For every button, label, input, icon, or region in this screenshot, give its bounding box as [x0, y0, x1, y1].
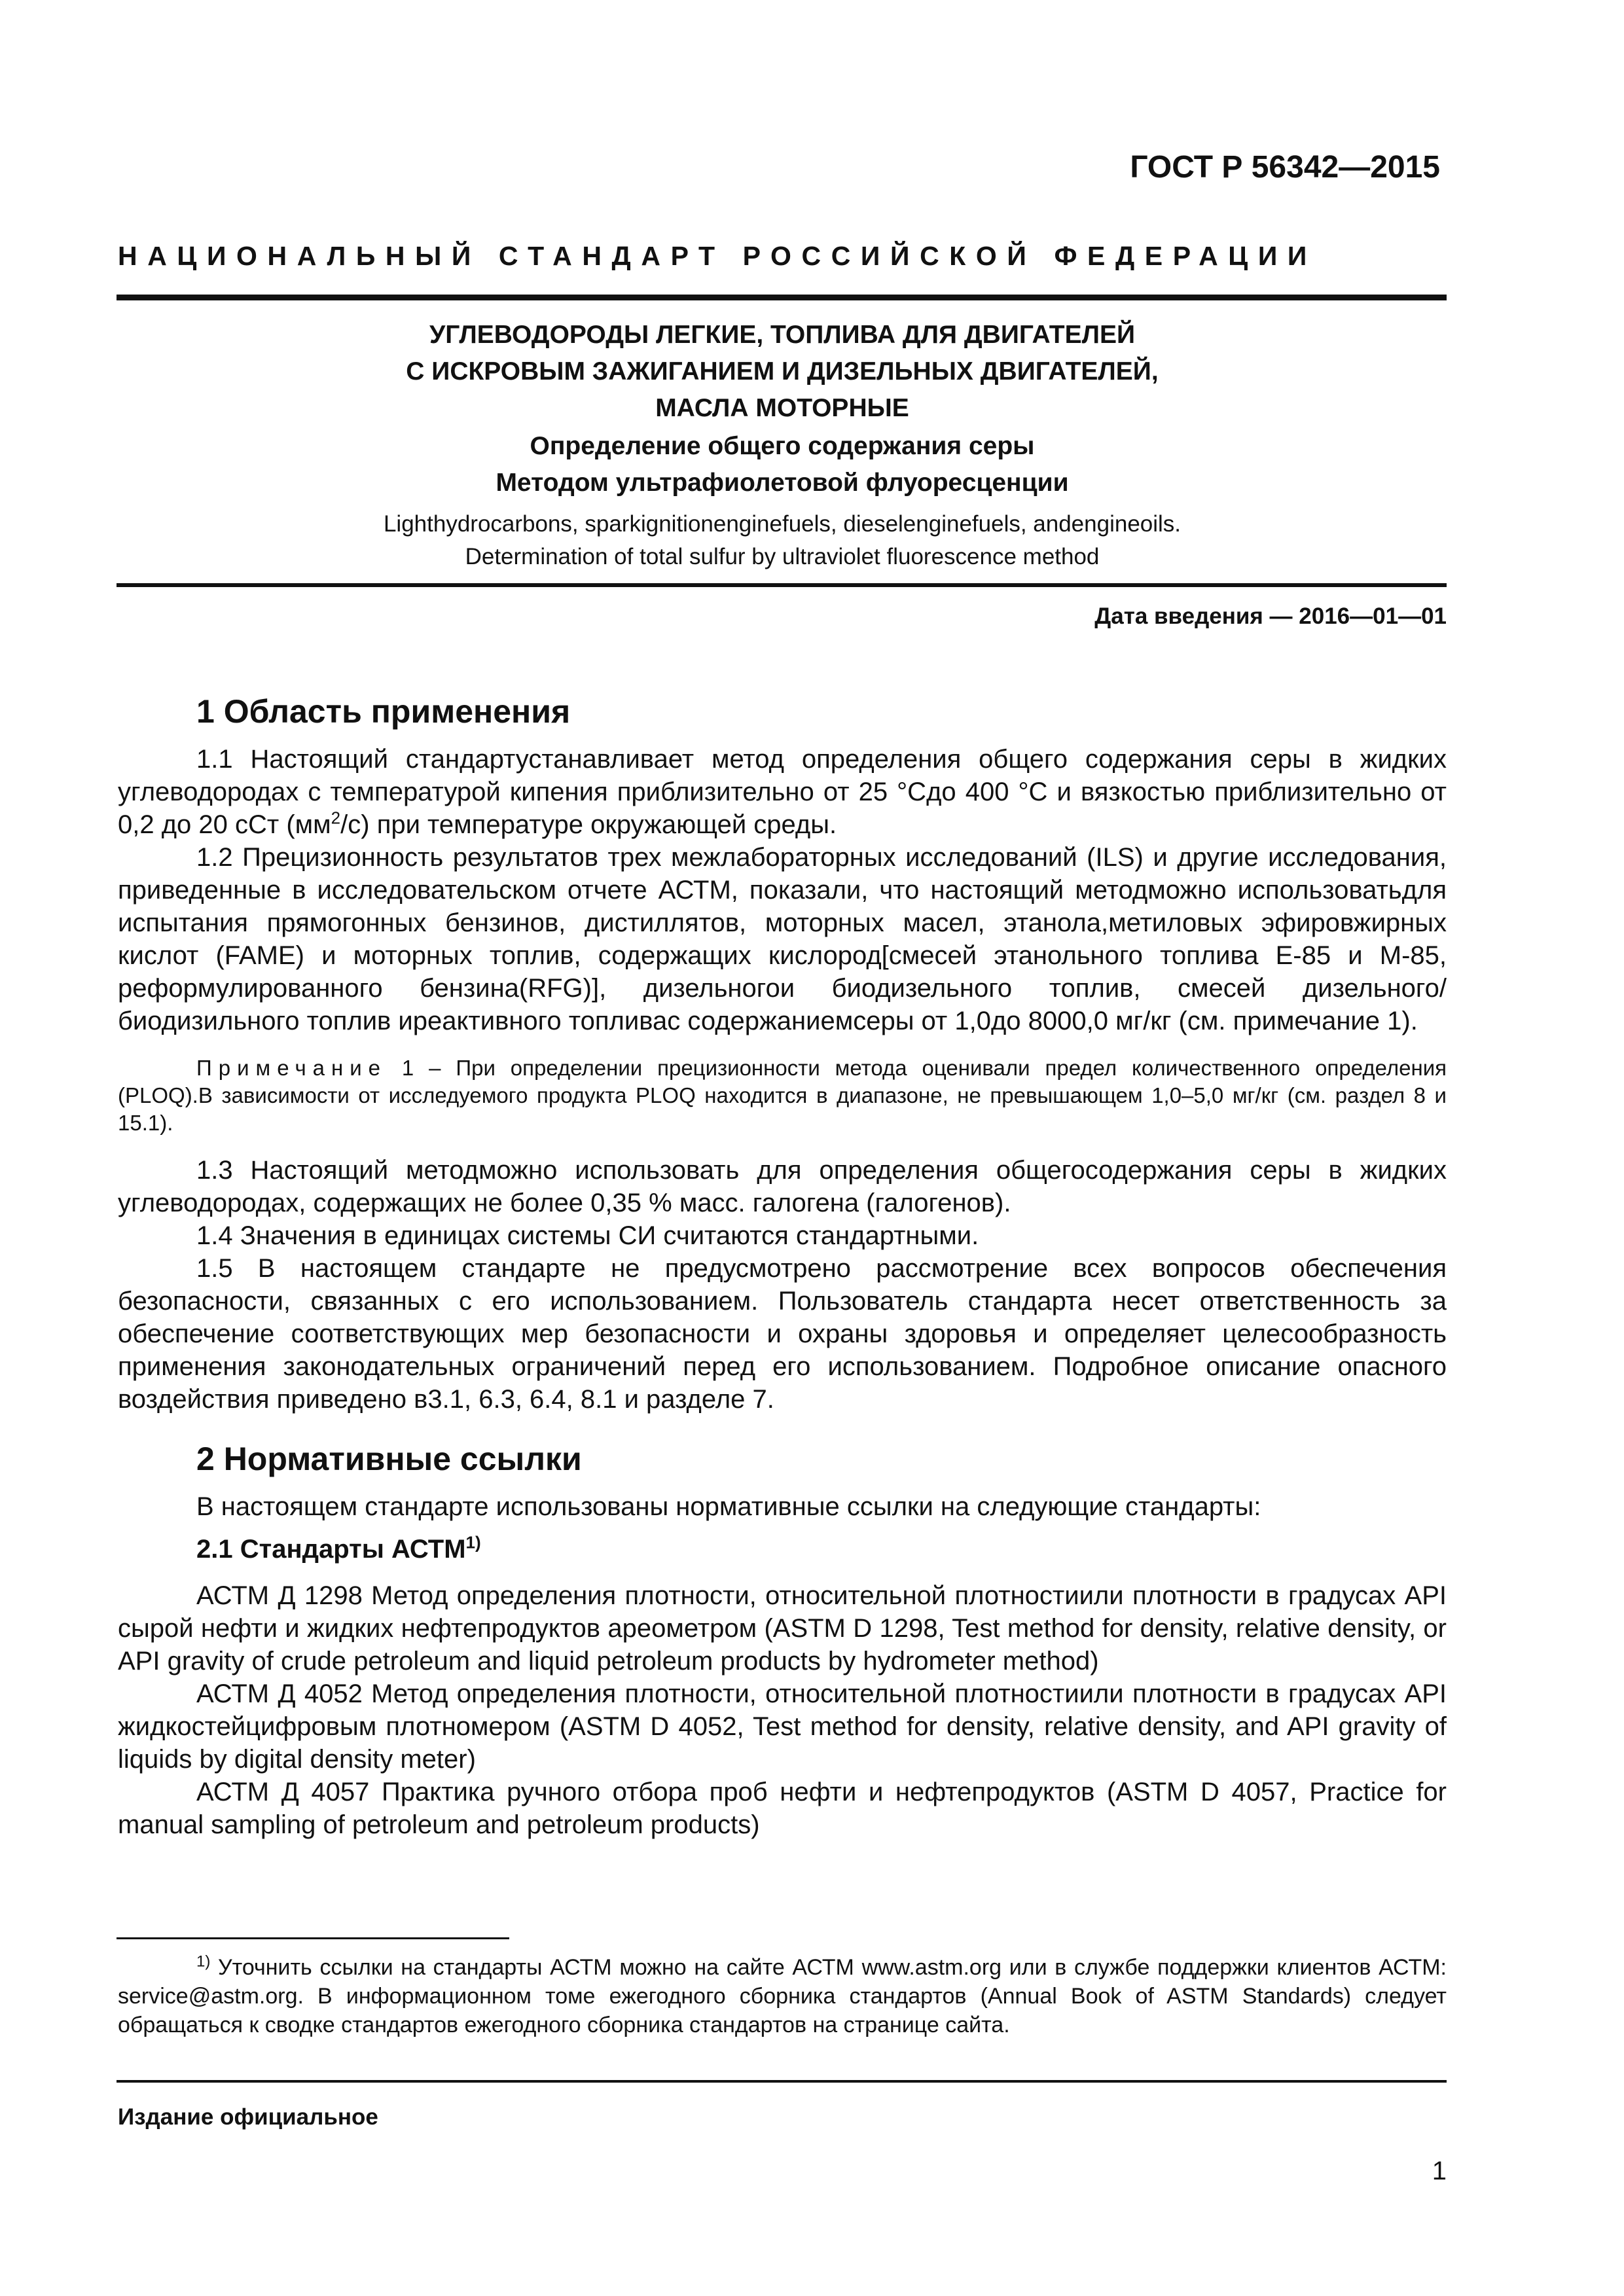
superscript: 2 [331, 808, 341, 828]
subtitle-ru [118, 428, 1447, 501]
note-text: 1 – При определении прецизионности метода оценивали предел количественного определения (PLOQ).В зависимости от исследуемого продукта PLOQ находится в диапазоне, не превышающем 1,0–5,0 мг/кг (см. раздел 8 и 15.1). [118, 1056, 1447, 1135]
title-ru [118, 317, 1447, 427]
note-1 [118, 1054, 1447, 1137]
paragraph-1-1 [118, 743, 1447, 841]
footnote-ref: 1) [465, 1532, 481, 1552]
main-content [118, 691, 1447, 1841]
paragraph-1-5: 1.5 В настоящем стандарте не предусмотрено рассмотрение всех вопросов обеспечения безопасности, связанных с его использованием. Пользователь стандарта несет ответственность за обеспечение соответствующих мер безопасности и охраны здоровья и определяет целесообразность применения законодательных ограничений перед его использованием. Подробное описание опасного воздействия приведено в3.1, 6.3, 6.4, 8.1 и разделе 7. [118, 1254, 1447, 1414]
footnote [118, 1953, 1447, 2039]
paragraph-text: 1.1 Настоящий стандартустанавливает метод определения общего содержания серы в жидких углеводородах с температурой кипения приблизительно от 25 °Сдо 400 °С и вязкостью приблизительно от 0,2 до 20 сСт (мм [118, 745, 1447, 839]
section-1-heading: 1 Область применения [196, 693, 571, 730]
subtitle-line: Методом ультрафиолетовой флуоресценции [496, 469, 1069, 497]
national-standard-banner: НАЦИОНАЛЬНЫЙ СТАНДАРТ РОССИЙСКОЙ ФЕДЕРАЦИИ [118, 241, 1317, 271]
paragraph-1-2: 1.2 Прецизионность результатов трех межлабораторных исследований (ILS) и другие исследования, приведенные в исследовательском отчете АСТМ, показали, что настоящий методможно использоватьдля испытания прямогонных бензинов, дистиллятов, моторных масел, этанола,метиловых эфировжирных кислот (FAME) и моторных топлив, содержащих кислород[смесей этанольного топлива Е-85 и М-85, реформулированного бензина(RFG)], дизельногои биодизельного топлив, смесей дизельного/биодизильного топлив иреактивного топливас содержаниемсеры от 1,0до 8000,0 мг/кг (см. примечание 1). [118, 843, 1447, 1035]
title-ru-line: С ИСКРОВЫМ ЗАЖИГАНИЕМ И ДИЗЕЛЬНЫХ ДВИГАТЕЛЕЙ, [406, 357, 1159, 386]
note-label: Примечание [196, 1056, 388, 1080]
subtitle-line: Определение общего содержания серы [530, 432, 1035, 460]
title-en-line: Lighthydrocarbons, sparkignitionenginefuels, dieselenginefuels, andengineoils. [383, 511, 1182, 537]
title-en-line: Determination of total sulfur by ultraviolet fluorescence method [465, 544, 1100, 569]
reference-item: АСТМ Д 4057 Практика ручного отбора проб нефти и нефтепродуктов (ASTM D 4057, Practice for manual sampling of petroleum and petroleum products) [118, 1778, 1447, 1839]
section-2-heading: 2 Нормативные ссылки [196, 1441, 582, 1477]
header-rule [117, 295, 1447, 300]
introduction-date: Дата введения — 2016—01—01 [1094, 603, 1447, 629]
section-2-intro: В настоящем стандарте использованы нормативные ссылки на следующие стандарты: [196, 1492, 1261, 1521]
page-number: 1 [1432, 2157, 1447, 2185]
paragraph-1-4: 1.4 Значения в единицах системы СИ считаются стандартными. [196, 1221, 979, 1250]
subsection-title: 2.1 Стандарты АСТМ [196, 1535, 466, 1564]
footer-rule [117, 2080, 1447, 2083]
footnote-text: Уточнить ссылки на стандарты АСТМ можно на сайте АСТМ www.astm.org или в службе поддержки клиентов АСТМ: service@astm.org. В информационном томе ежегодного сборника стандартов (Annual Book of ASTM Standards) следует обращаться к сводке стандартов ежегодного сборника стандартов на странице сайта. [118, 1955, 1447, 2037]
title-ru-line: МАСЛА МОТОРНЫЕ [655, 394, 909, 422]
subsection-2-1-heading [196, 1532, 1447, 1566]
reference-item: АСТМ Д 1298 Метод определения плотности, относительной плотностиили плотности в градусах API сырой нефти и жидких нефтепродуктов ареометром (ASTM D 1298, Test method for density, relative density, or API gravity of crude petroleum and liquid petroleum products by hydrometer method) [118, 1581, 1447, 1676]
footnote-rule [117, 1937, 509, 1939]
paragraph-1-3: 1.3 Настоящий методможно использовать для определения общегосодержания серы в жидких углеводородах, содержащих не более 0,35 % масс. галогена (галогенов). [118, 1156, 1447, 1217]
title-en [118, 508, 1447, 573]
reference-item: АСТМ Д 4052 Метод определения плотности, относительной плотностиили плотности в градусах API жидкостейцифровым плотномером (ASTM D 4052, Test method for density, relative density, and API gravity of liquids by digital density meter) [118, 1679, 1447, 1774]
title-rule [117, 583, 1447, 587]
paragraph-text: /с) при температуре окружающей среды. [340, 810, 837, 839]
edition-label: Издание официальное [118, 2104, 378, 2130]
gost-code: ГОСТ Р 56342—2015 [1130, 150, 1440, 185]
footnote-marker: 1) [196, 1952, 211, 1971]
title-ru-line: УГЛЕВОДОРОДЫ ЛЕГКИЕ, ТОПЛИВА ДЛЯ ДВИГАТЕЛЕЙ [429, 321, 1135, 349]
